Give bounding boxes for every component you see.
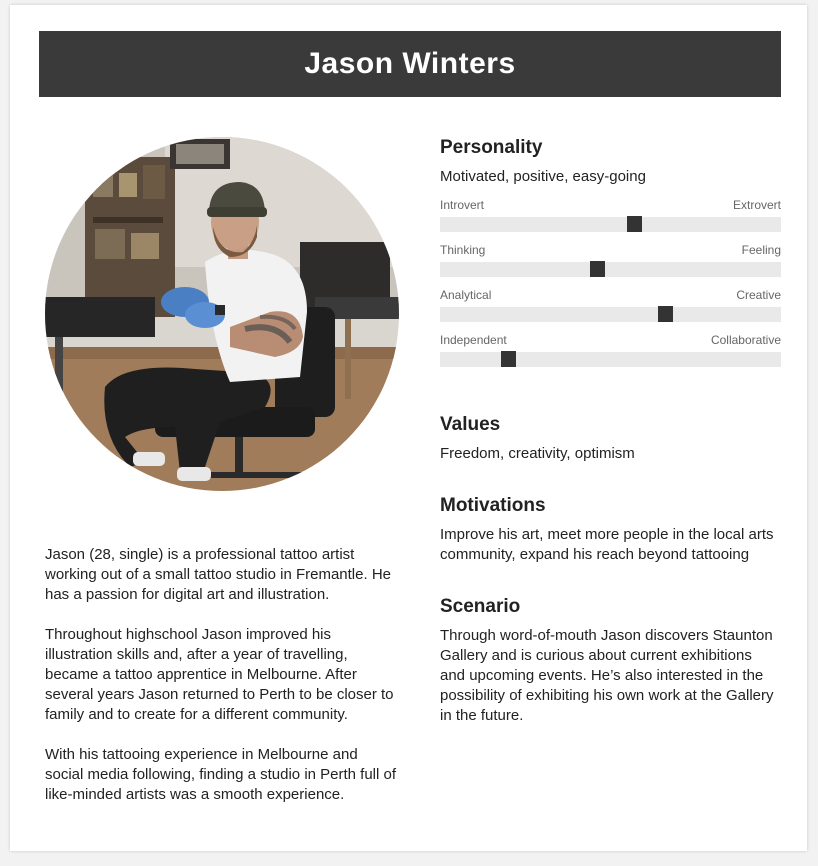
trait-slider-thinking-feeling xyxy=(440,243,781,288)
bio-paragraph: With his tattooing experience in Melbourne and social media following, finding a studio in Perth full of like-minded artists was a smooth experience. xyxy=(45,746,397,803)
trait-right-label: Feeling xyxy=(741,243,781,257)
motivations-text: Improve his art, meet more people in the local arts community, expand his reach beyond tattooing xyxy=(440,526,774,563)
persona-photo xyxy=(45,137,399,491)
trait-marker xyxy=(501,351,516,367)
trait-right-label: Extrovert xyxy=(732,198,781,212)
scenario-title: Scenario xyxy=(440,596,521,617)
bio-paragraph: Throughout highschool Jason improved his illustration skills and, after a year of travelling, became a tattoo apprentice in Melbourne. After several years Jason returned to Perth to be closer to family and to create for a different community. xyxy=(45,626,394,723)
persona-bio xyxy=(45,545,400,825)
persona-card xyxy=(10,5,807,851)
trait-left-label: Independent xyxy=(440,333,507,347)
values-text: Freedom, creativity, optimism xyxy=(440,445,635,462)
trait-left-label: Analytical xyxy=(440,288,492,302)
personality-sliders xyxy=(440,198,781,378)
trait-track xyxy=(440,262,781,277)
persona-header xyxy=(39,31,781,97)
trait-slider-introvert-extrovert xyxy=(440,198,781,243)
trait-marker xyxy=(627,216,642,232)
persona-photo-illustration xyxy=(45,137,399,491)
bio-paragraph: Jason (28, single) is a professional tattoo artist working out of a small tattoo studio in Fremantle. He has a passion for digital art and illustration. xyxy=(45,546,391,603)
motivations-title: Motivations xyxy=(440,495,546,516)
trait-track xyxy=(440,217,781,232)
trait-marker xyxy=(590,261,605,277)
persona-name: Jason Winters xyxy=(304,47,516,80)
trait-left-label: Thinking xyxy=(440,243,486,257)
trait-right-label: Collaborative xyxy=(710,333,781,347)
personality-text: Motivated, positive, easy-going xyxy=(440,168,646,185)
persona-details xyxy=(440,136,781,726)
trait-slider-independent-collaborative xyxy=(440,333,781,378)
values-title: Values xyxy=(440,414,501,435)
scenario-text: Through word-of-mouth Jason discovers Staunton Gallery and is curious about current exhibitions and upcoming events. He’s also interested in the possibility of exhibiting his own work at the Gallery in the future. xyxy=(440,627,774,724)
trait-track xyxy=(440,352,781,367)
trait-right-label: Creative xyxy=(736,288,781,302)
trait-track xyxy=(440,307,781,322)
personality-title: Personality xyxy=(440,137,543,158)
trait-marker xyxy=(658,306,673,322)
trait-left-label: Introvert xyxy=(440,198,485,212)
trait-slider-analytical-creative xyxy=(440,288,781,333)
